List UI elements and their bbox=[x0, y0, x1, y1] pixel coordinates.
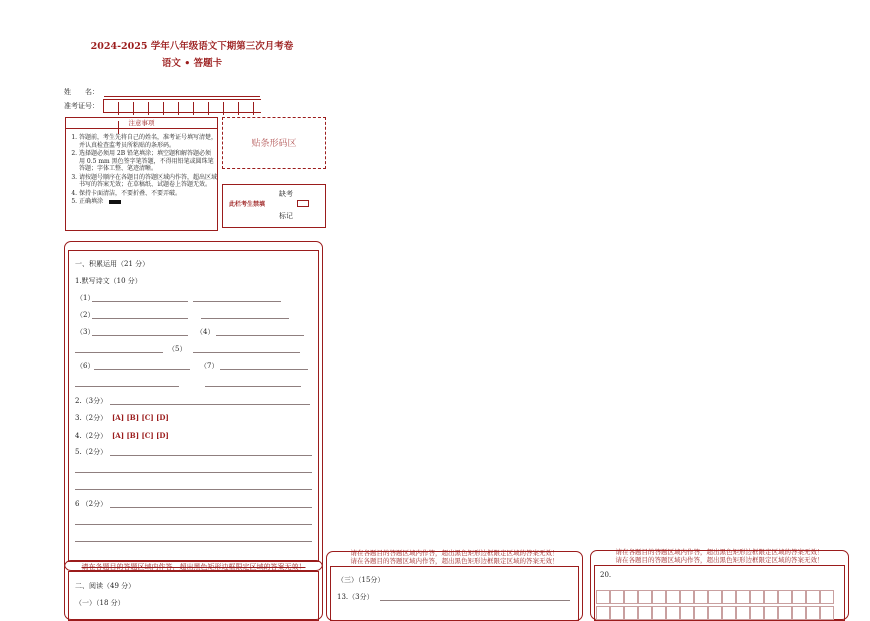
section2-answer-area bbox=[68, 571, 319, 621]
name-label: 姓 名： bbox=[64, 88, 99, 96]
blank-7-label: （7） bbox=[200, 362, 219, 370]
blank-1a[interactable] bbox=[92, 301, 188, 302]
notice-item: 1. 答题前，考生先将自己的姓名，准考证号填写清楚，并认真检查监考员所粘贴的条形码。 bbox=[79, 134, 217, 149]
q5-line-1[interactable] bbox=[110, 455, 312, 456]
blank-4b[interactable] bbox=[75, 352, 163, 353]
notice-item: 4. 保持卡面清洁，不要折叠、不要弄破。 bbox=[79, 190, 217, 198]
blank-1b[interactable] bbox=[193, 301, 281, 302]
q6-line-3[interactable] bbox=[75, 541, 312, 542]
page-subtitle: 语文 • 答题卡 bbox=[161, 58, 223, 69]
q3-options[interactable]: [A] [B] [C] [D] bbox=[112, 413, 169, 422]
blank-5-label: （5） bbox=[168, 345, 187, 353]
blank-4a[interactable] bbox=[216, 335, 304, 336]
section1-title: 一、积累运用（21 分） bbox=[75, 260, 150, 268]
blank-1-label: （1） bbox=[76, 294, 95, 302]
notice-box bbox=[65, 117, 218, 231]
section4-warning-top-2: 请在各题目的答题区域内作答，超出黑色矩形边框限定区域的答案无效！ bbox=[615, 556, 824, 564]
absent-bottom-label: 标记 bbox=[279, 212, 293, 220]
id-number-boxes[interactable] bbox=[103, 99, 261, 113]
blank-5a[interactable] bbox=[193, 352, 300, 353]
page-title: 2024-2025 学年八年级语文下期第三次月考卷 bbox=[90, 41, 294, 52]
q5-line-2[interactable] bbox=[75, 472, 312, 473]
section3-warning-top-2: 请在各题目的答题区域内作答，超出黑色矩形边框限定区域的答案无效！ bbox=[350, 557, 559, 565]
blank-2a[interactable] bbox=[92, 318, 188, 319]
q4-options[interactable]: [A] [B] [C] [D] bbox=[112, 431, 169, 440]
absent-box bbox=[222, 184, 326, 228]
section3-title: （三）（15分） bbox=[337, 576, 385, 584]
section2-title: 二、阅读（49 分） bbox=[75, 582, 136, 590]
notice-list bbox=[66, 134, 217, 206]
section1-answer-area bbox=[68, 250, 319, 562]
fill-sample-icon bbox=[109, 200, 121, 204]
blank-3a[interactable] bbox=[92, 335, 188, 336]
section4-warning-top: 请在各题目的答题区域内作答，超出黑色矩形边框限定区域的答案无效！ bbox=[615, 548, 824, 556]
name-field[interactable] bbox=[104, 96, 260, 97]
q13-label: 13.（3分） bbox=[337, 593, 374, 601]
q6-line-1[interactable] bbox=[110, 507, 312, 508]
q2-answer-line[interactable] bbox=[110, 404, 310, 405]
blank-3-label: （3） bbox=[76, 328, 95, 336]
notice-title: 注意事项 bbox=[66, 118, 217, 129]
q4-label: 4.（2分） bbox=[75, 432, 108, 440]
absent-forbid-label: 此栏考生禁填 bbox=[229, 201, 266, 208]
notice-item: 3. 请按题号顺序在各题目的答题区域内作答，超出区域书写的答案无效；在草稿纸、试题卷上答题无效。 bbox=[79, 174, 217, 189]
absent-mark-checkbox[interactable] bbox=[297, 200, 309, 207]
q1-label: 1.默写诗文（10 分） bbox=[75, 277, 142, 285]
q3-label: 3.（2分） bbox=[75, 414, 108, 422]
q2-label: 2.（3分） bbox=[75, 397, 108, 405]
blank-2-label: （2） bbox=[76, 311, 95, 319]
q20-label: 20. bbox=[600, 571, 612, 579]
blank-6a[interactable] bbox=[94, 369, 190, 370]
blank-7a[interactable] bbox=[220, 369, 308, 370]
blank-2b[interactable] bbox=[201, 318, 289, 319]
composition-grid[interactable] bbox=[596, 590, 843, 615]
barcode-label: 贴条形码区 bbox=[251, 139, 297, 149]
blank-4-label: （4） bbox=[196, 328, 215, 336]
notice-item: 2. 选择题必须用 2B 铅笔填涂；填空题和解答题必须用 0.5 mm 黑色签字笔答题，不得用铅笔或圆珠笔答题；字体工整、笔迹清晰。 bbox=[79, 150, 217, 173]
q6-line-2[interactable] bbox=[75, 524, 312, 525]
q5-label: 5.（2分） bbox=[75, 448, 108, 456]
id-label: 准考证号： bbox=[64, 102, 99, 110]
blank-6b[interactable] bbox=[75, 386, 179, 387]
q6-label: 6 （2分） bbox=[75, 500, 108, 508]
barcode-area bbox=[222, 117, 326, 169]
q5-line-3[interactable] bbox=[75, 489, 312, 490]
blank-6-label: （6） bbox=[76, 362, 95, 370]
section3-warning-top: 请在各题目的答题区域内作答，超出黑色矩形边框限定区域的答案无效！ bbox=[350, 549, 559, 557]
absent-top-label: 缺考 bbox=[279, 190, 293, 198]
notice-item: 5. 正确填涂 bbox=[79, 198, 217, 206]
section1-warning: 请在各题目的答题区域内作答，超出黑色矩形边框限定区域的答案无效！ bbox=[81, 563, 306, 571]
blank-7b[interactable] bbox=[205, 386, 301, 387]
q13-line[interactable] bbox=[380, 600, 570, 601]
section2-sub1: （一）（18 分） bbox=[75, 599, 125, 607]
